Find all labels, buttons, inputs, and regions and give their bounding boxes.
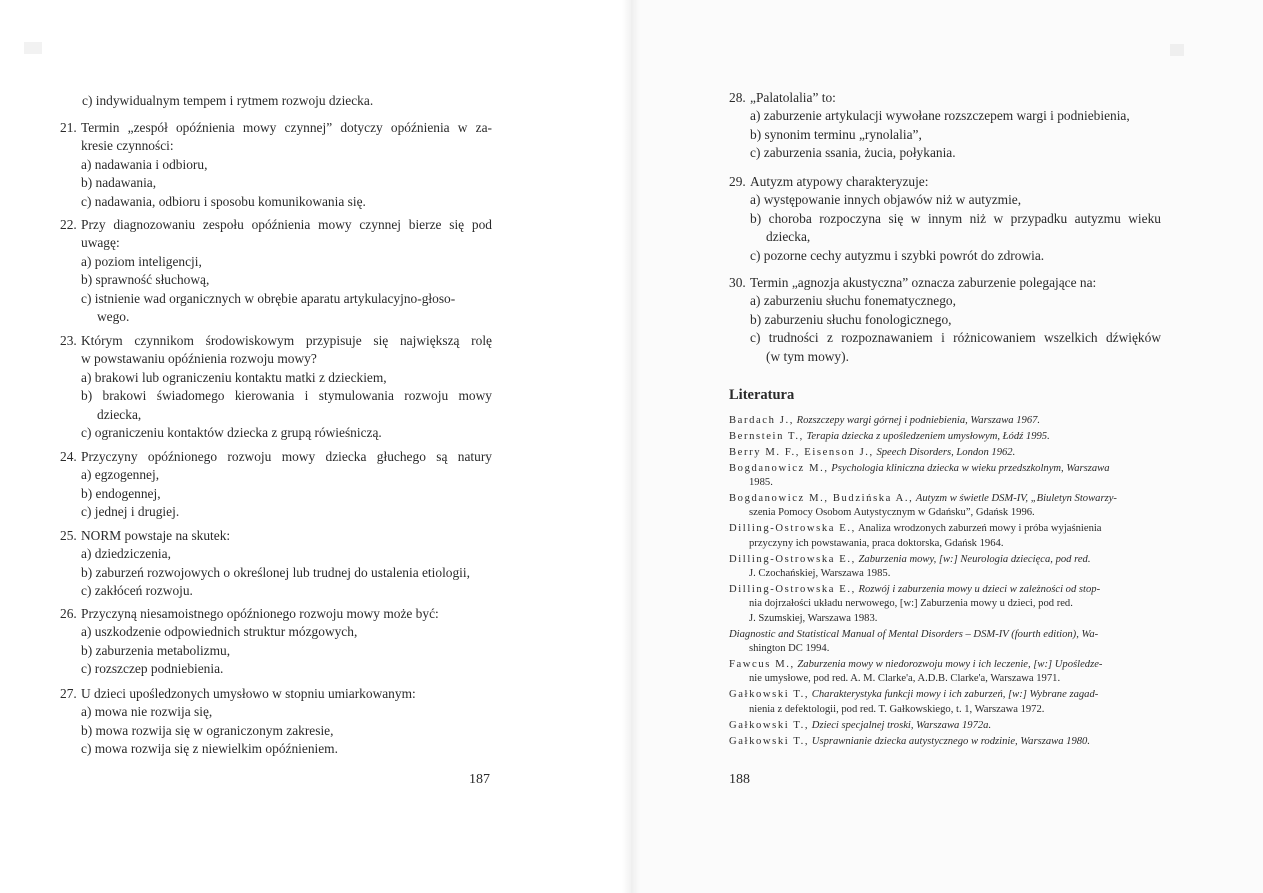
answer-option: c) zaburzenia ssania, żucia, połykania. — [750, 145, 956, 161]
bibliography-entry: Bogdanowicz M., Budzińska A., Autyzm w świetle DSM-IV, „Biuletyn Stowarzy- szenia Pomocy Osobom Autystycznym w Gdańsku”, Gdańsk 1996. — [729, 493, 1117, 519]
question-25 — [60, 527, 492, 601]
bibliography-entry: Bernstein T., Terapia dziecka z upośledzeniem umysłowym, Łódź 1995. — [729, 430, 1050, 442]
question-text: kresie czynności: — [81, 138, 174, 154]
answer-option-continued: dziecka, — [97, 406, 142, 422]
answer-option: b) nadawania, — [81, 175, 157, 191]
question-number: 27. — [60, 686, 77, 701]
answer-option: b) mowa rozwija się w ograniczonym zakresie, — [81, 722, 334, 738]
answer-option: c) ograniczeniu kontaktów dziecka z grupą rówieśniczą. — [81, 425, 382, 441]
bibliography-entry: Gałkowski T., Charakterystyka funkcji mowy i ich zaburzeń, [w:] Wybrane zagad- nienia z defektologii, pod red. T. Gałkowskiego, t. 1, Warszawa 1972. — [729, 689, 1099, 715]
answer-option: b) zaburzenia metabolizmu, — [81, 642, 231, 658]
bibliography-entry: Gałkowski T., Dzieci specjalnej troski, Warszawa 1972a. — [729, 719, 992, 731]
answer-option: c) mowa rozwija się z niewielkim opóźnieniem. — [81, 741, 338, 757]
question-text: Termin „agnozja akustyczna” oznacza zaburzenie polegające na: — [750, 275, 1097, 290]
book-gutter — [622, 0, 640, 893]
question-number: 25. — [60, 528, 77, 543]
answer-option: c) pozorne cechy autyzmu i szybki powrót do zdrowia. — [750, 247, 1045, 263]
answer-option: b) zaburzeń rozwojowych o określonej lub trudnej do ustalenia etiologii, — [81, 564, 470, 580]
question-27 — [60, 685, 492, 759]
answer-option: a) poziom inteligencji, — [81, 253, 202, 269]
answer-option-continued: wego. — [97, 309, 130, 325]
question-24 — [60, 448, 492, 522]
question-text: Którym czynnikom środowiskowym przypisuje się największą rolę — [81, 333, 492, 348]
answer-option-continued: (w tym mowy). — [766, 348, 849, 364]
page-number: 188 — [729, 772, 750, 787]
question-23 — [60, 332, 492, 442]
bibliography-entry: Dilling-Ostrowska E., Rozwój i zaburzenia mowy u dzieci w zależności od stop- nia dojrzałości układu nerwowego, [w:] Zaburzenia mowy u dzieci, pod red. J. Szumskiej, Warszawa 1983. — [729, 583, 1101, 624]
scan-smudge — [24, 42, 42, 54]
question-26 — [60, 605, 492, 679]
question-text: uwagę: — [81, 235, 120, 251]
page-number: 187 — [469, 772, 490, 787]
bibliography-entry: Diagnostic and Statistical Manual of Mental Disorders – DSM-IV (fourth edition), Wa- shington DC 1994. — [729, 628, 1099, 655]
bibliography-entry: Dilling-Ostrowska E., Zaburzenia mowy, [w:] Neurologia dziecięca, pod red. J. Czochańskiej, Warszawa 1985. — [729, 553, 1091, 580]
question-text: „Palatolalia” to: — [750, 90, 836, 105]
question-29 — [729, 173, 1161, 265]
answer-option-continued: dziecka, — [766, 229, 811, 245]
answer-option: c) nadawania, odbioru i sposobu komunikowania się. — [81, 193, 366, 209]
bibliography-entry: Bogdanowicz M., Psychologia kliniczna dziecka w wieku przedszkolnym, Warszawa 1985. — [729, 462, 1110, 489]
answer-option: a) mowa nie rozwija się, — [81, 704, 213, 720]
question-number: 29. — [729, 174, 746, 189]
answer-option: b) choroba rozpoczyna się w innym niż w przypadku autyzmu wieku — [750, 210, 1161, 226]
bibliography-entry: Berry M. F., Eisenson J., Speech Disorders, London 1962. — [729, 446, 1016, 458]
answer-option: a) nadawania i odbioru, — [81, 156, 208, 172]
answer-option: b) brakowi świadomego kierowania i stymulowania rozwoju mowy — [81, 388, 492, 404]
answer-option: b) zaburzeniu słuchu fonologicznego, — [750, 311, 952, 327]
question-number: 26. — [60, 606, 77, 621]
literature-heading: Literatura — [729, 387, 795, 403]
answer-option: b) endogennej, — [81, 485, 161, 501]
answer-option: a) dziedziczenia, — [81, 546, 171, 562]
question-text: Termin „zespół opóźnienia mowy czynnej” dotyczy opóźnienia w za- — [81, 120, 492, 135]
question-text: Przy diagnozowaniu zespołu opóźnienia mowy czynnej bierze się pod — [81, 217, 492, 232]
answer-option: b) synonim terminu „rynolalia”, — [750, 126, 922, 142]
question-text: Przyczyną niesamoistnego opóźnionego rozwoju mowy może być: — [81, 606, 439, 621]
question-number: 23. — [60, 333, 77, 348]
bibliography-entry: Fawcus M., Zaburzenia mowy w niedorozwoju mowy i ich leczenie, [w:] Upośledze- nie umysłowe, pod red. A. M. Clarke'a, A.D.B. Clarke'a, Warszawa 1971. — [729, 659, 1103, 685]
continued-option: c) indywidualnym tempem i rytmem rozwoju dziecka. — [82, 93, 374, 108]
question-text: w powstawaniu opóźnienia rozwoju mowy? — [81, 351, 317, 367]
answer-option: a) występowanie innych objawów niż w autyzmie, — [750, 192, 1022, 208]
answer-option: c) jednej i drugiej. — [81, 504, 180, 520]
answer-option: a) egzogennej, — [81, 467, 160, 483]
answer-option: c) rozszczep podniebienia. — [81, 661, 224, 677]
question-text: Autyzm atypowy charakteryzuje: — [750, 174, 929, 189]
question-text: U dzieci upośledzonych umysłowo w stopniu umiarkowanym: — [81, 686, 416, 701]
bibliography-entry: Dilling-Ostrowska E., Analiza wrodzonych zaburzeń mowy i próba wyjaśnienia przyczyny ich powstawania, praca doktorska, Gdańsk 1964. — [729, 523, 1102, 549]
bibliography-entry: Bardach J., Rozszczepy wargi górnej i podniebienia, Warszawa 1967. — [729, 415, 1041, 426]
question-number: 22. — [60, 217, 77, 232]
question-number: 30. — [729, 275, 746, 290]
answer-option: a) zaburzeniu słuchu fonematycznego, — [750, 293, 956, 309]
question-number: 21. — [60, 120, 77, 135]
bibliography-list — [729, 414, 1161, 750]
scan-smudge — [1170, 44, 1184, 56]
question-text: NORM powstaje na skutek: — [81, 528, 231, 543]
question-21 — [60, 119, 492, 211]
answer-option: c) zakłóceń rozwoju. — [81, 583, 193, 599]
question-22 — [60, 216, 492, 326]
question-30 — [729, 274, 1161, 366]
bibliography-entry: Gałkowski T., Usprawnianie dziecka autystycznego w rodzinie, Warszawa 1980. — [729, 735, 1090, 747]
answer-option: c) istnienie wad organicznych w obrębie aparatu artykulacyjno-głoso- — [81, 290, 456, 306]
question-28 — [729, 89, 1161, 163]
question-text: Przyczyny opóźnionego rozwoju mowy dziecka głuchego są natury — [81, 449, 492, 464]
answer-option: a) zaburzenie artykulacji wywołane rozszczepem wargi i podniebienia, — [750, 108, 1130, 124]
question-number: 28. — [729, 90, 746, 105]
answer-option: a) brakowi lub ograniczeniu kontaktu matki z dzieckiem, — [81, 369, 387, 385]
answer-option: a) uszkodzenie odpowiednich struktur mózgowych, — [81, 624, 358, 640]
answer-option: c) trudności z rozpoznawaniem i różnicowaniem wszelkich dźwięków — [750, 330, 1161, 346]
question-number: 24. — [60, 449, 77, 464]
answer-option: b) sprawność słuchową, — [81, 272, 210, 288]
